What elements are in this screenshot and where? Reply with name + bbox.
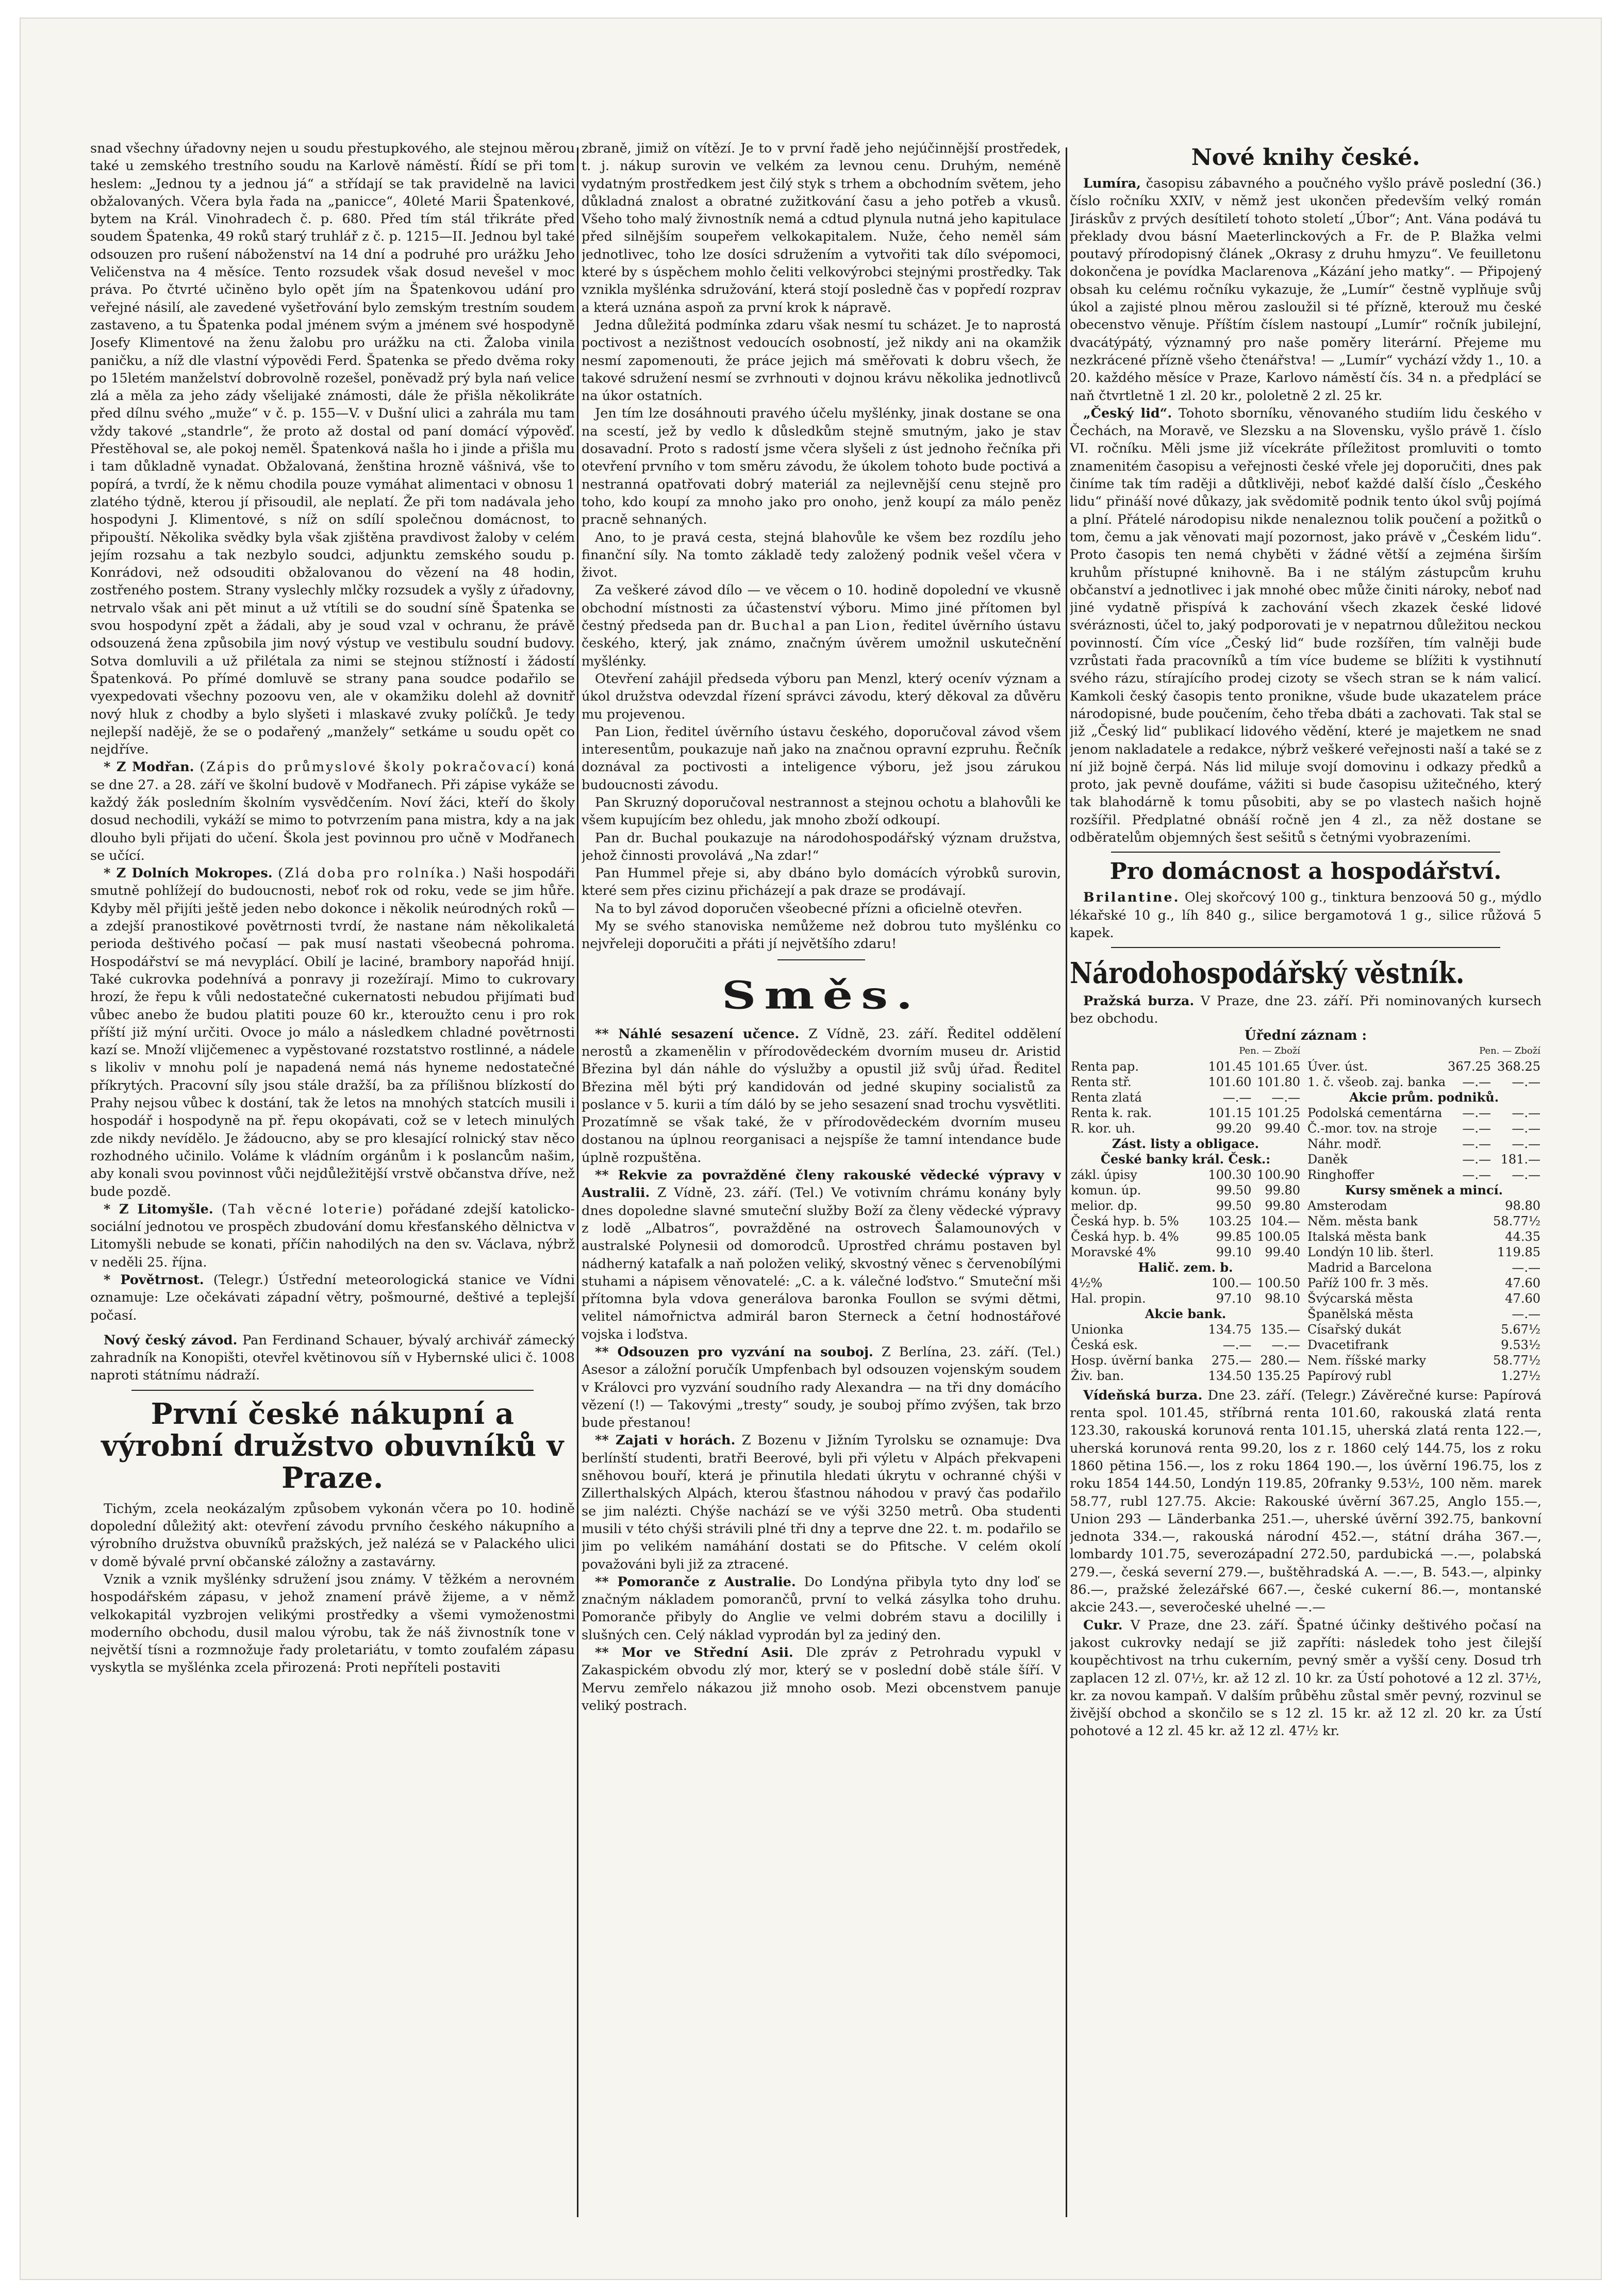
bid-price: —.— xyxy=(1222,1337,1252,1352)
article-text: Pan dr. Buchal poukazuje na národohospodářský význam družstva, jehož činnosti provolává „Na zdar!“ xyxy=(582,830,1061,863)
ask-price: 101.65 xyxy=(1257,1059,1301,1074)
news-item xyxy=(90,1201,575,1271)
exchange-row xyxy=(1070,1074,1301,1090)
exchange-row xyxy=(1070,1322,1301,1337)
exchange-row xyxy=(1306,1213,1542,1229)
market-report xyxy=(1070,1387,1542,1617)
article-text: Ano, to je pravá cesta, stejná blahovůle ke všem bez rozdílu jeho finanční síly. Na tomto základě tedy založený podnik vešel včera v život. xyxy=(582,529,1061,581)
exchange-row xyxy=(1070,1306,1301,1322)
exchange-table-right xyxy=(1306,1043,1542,1384)
bid-price: 97.10 xyxy=(1216,1291,1252,1306)
exchange-row xyxy=(1306,1183,1542,1198)
bid-price: 134.50 xyxy=(1208,1368,1252,1383)
ask-price: —.— xyxy=(1512,1105,1540,1120)
security-name: Londýn 10 lib. šterl. xyxy=(1307,1244,1434,1259)
article-text: Jen tím lze dosáhnouti pravého účelu myšlénky, jinak dostane se ona na scestí, jež by vedlo k důsledkům stejně smutným, jako je stav dosavadní. Proto s radostí jsme včera slyšeli z úst jednoho řečníka při otevření prvního v tom směru závodu, že úkolem tohoto bude poctivá a nestranná opatřovati dobrý materiál za nejlevnější cenu stejně pro toho, kdo koupí za mnoho jako pro onoho, jenž koupí za málo peněz pracně sehnaných. xyxy=(582,406,1061,528)
bid-price: —.— xyxy=(1462,1121,1492,1136)
news-text: Olej skořcový 100 g., tinktura benzoová 50 g., mýdlo lékařské 10 g., líh 840 g., silice bergamotová 1 g., silice růžová 5 kapek. xyxy=(1070,890,1542,941)
section-heading-economy: Národohospodářský věstník. xyxy=(1070,956,1465,991)
exchange-row xyxy=(1306,1090,1542,1105)
news-text: koná se dne 27. a 28. září ve školní budově v Modřanech. Při zápise vykáže se každý žák posledním školním vysvědčením. Noví žáci, kteří do školy dosud nechodili, vykáží se mimo to potvrzením pana mistra, kdy a na jak dlouho byli přijati do učení. Škola jest povinnou pro učně v Modřanech se učící. xyxy=(90,759,575,863)
ask-price: 99.40 xyxy=(1265,1121,1301,1136)
column-header: Pen. — Zboží xyxy=(1479,1045,1540,1056)
bid-price: —.— xyxy=(1462,1105,1492,1120)
bid-price: 99.20 xyxy=(1216,1121,1252,1136)
bid-price: 134.75 xyxy=(1208,1322,1252,1337)
news-text: Z Bozenu v Jižním Tyrolsku se oznamuje: Dva berlínští studenti, bratři Beerové, byli při výletu v Alpách překvapeni sněhovou bouří, která je přinutila hledati úkrytu v ochranné chýši v Zillerthalských Alpách, kterou šťastnou náhodou v pravý čas podařilo se jim nalézti. Chýše nachází se ve výši 3250 metrů. Oba studenti musili v této chýši strávili plné tři dny a teprve dne 22. t. m. podařilo se jim po velikém namáhání dostati se do Pfitsche. V celém okolí považováni byli již za ztracené. xyxy=(582,1433,1061,1572)
security-name: Císařský dukát xyxy=(1307,1322,1401,1337)
ask-price: 99.80 xyxy=(1265,1183,1301,1198)
section-divider xyxy=(1111,947,1500,948)
bid-price: —.— xyxy=(1462,1074,1492,1089)
bid-price: —.— xyxy=(1462,1152,1492,1167)
ask-price: —.— xyxy=(1512,1260,1540,1275)
article-text: zbraně, jimiž on vítězí. Je to v první řadě jeho nejúčinnější prostředek, t. j. nákup surovin ve velkém za levnou cenu. Druhým, neméně vydatným prostředkem jest čilý styk s trhem a obchodním světem, jeho důkladná znalost a obratné zužitkování času a jeho potřeb a vkusů. Všeho toho malý živnostník nemá a cdtud plynula nutná jeho kapitulace před silnějším soupeřem velkokapitalem. Nuže, čeho neměl sám jednotlivec, toho lze dosíci sdružením a vytvořiti tak dílo svépomoci, které by s úspěchem mohlo čeliti velkovýrobci stejnými prostředky. Tak vznikla myšlénka sdružování, která stojí posledně čas v popředí rozprav a která uznána aspoň za první krok k nápravě. xyxy=(582,141,1061,315)
news-subtitle: (Zlá doba pro rolníka.) xyxy=(278,866,468,882)
news-lead: ** Zajati v horách. xyxy=(595,1433,736,1449)
bid-price: 100.— xyxy=(1212,1275,1252,1290)
ask-price: 9.53½ xyxy=(1501,1337,1540,1352)
news-subtitle: (Tah věcné loterie) xyxy=(221,1201,384,1217)
news-lead: Nový český závod. xyxy=(104,1332,238,1348)
bid-price xyxy=(1447,1353,1492,1368)
security-name: Hosp. úvěrní banka xyxy=(1071,1353,1194,1368)
security-name: Renta stř. xyxy=(1071,1074,1132,1089)
security-name: Něm. města bank xyxy=(1307,1213,1418,1228)
news-text: Z Vídně, 23. září. Ředitel oddělení nerostů a zkamenělin v přírodovědeckém dvorním museu dr. Aristid Březina byl dán náhle do výslužby a opustil již svůj úřad. Ředitel Březina měl býti prý kandidován od jedné skupiny socialistů za poslance v 5. kurii a tím dáló by se jeho sesazení snad trochu vysvětliti. Prozatímně se však také, že v přírodovědeckém dvorním museu dostanou na úplnou reorganisaci a nejspíše že tamní intendance bude úplně rozpuštěna. xyxy=(582,1026,1061,1166)
news-lead: Cukr. xyxy=(1083,1617,1123,1633)
bid-price xyxy=(1447,1213,1492,1229)
ask-price: 181.— xyxy=(1500,1152,1540,1167)
exchange-row xyxy=(1070,1229,1301,1244)
person-name: Buchal xyxy=(751,618,806,634)
text-fragment: ředitel úvěrního ústavu českého, který, jak známo, značným úvěrem umožnil uskutečnění myšlénky. xyxy=(582,618,1061,669)
news-text: Z Vídně, 23. září. (Tel.) Ve votivním chrámu konány byly dnes dopoledne slavné smuteční služby Boží za členy vědecké výpravy z lodě „Albatros“, povražděné na ostrovech Šalamounových v australské Polynesii od domorodců. Uprostřed chrámu postaven byl nádherný katafalk a naň položen veliký, skvostný věnec s červenobílými stuhami a nápisem věnovatelé: „C. a k. válečné loďstvo.“ Smuteční mši přítomna byla vdova generálova baronka Foullon se svými dětmi, velitel námořnictva admirál baron Sterneck a četní hodnostářové vojska i loďstva. xyxy=(582,1185,1061,1342)
exchange-row xyxy=(1070,1244,1301,1260)
exchange-row xyxy=(1070,1260,1301,1275)
news-text: pořádané zdejší katolicko-sociální jednotou ve prospěch zbudování domu křesťanského dělnictva v Litomyšli nebude se konati, příčin nahodilých na den sv. Václava, nýbrž v neděli 25. října. xyxy=(90,1201,575,1270)
news-lead: * Z Modřan. xyxy=(104,759,194,775)
recipe xyxy=(1070,889,1542,942)
exchange-row xyxy=(1070,1121,1301,1136)
security-name: Renta k. rak. xyxy=(1071,1105,1152,1120)
news-text: Do Londýna přibyla tyto dny loď se značným nákladem pomorančů, první to velká zásylka toho druhu. Pomoranče přibyly do Anglie ve velmi dobrém stavu a docililly i slušných cen. Celý náklad vyprodán byl za jediný den. xyxy=(582,1574,1061,1643)
security-name: České banky král. Česk.: xyxy=(1100,1151,1271,1167)
news-item xyxy=(582,1573,1061,1644)
security-name: 4½% xyxy=(1071,1275,1103,1290)
news-lead: ** Odsouzen pro vyzvání na souboj. xyxy=(595,1344,873,1360)
news-text: Dne 23. září. (Telegr.) Závěrečné kurse: Papírová renta spol. 101.45, stříbrná renta 101.60, rakouská zlatá renta 123.30, rakouská korunová renta 101.15, uherská zlatá renta 122.—, uherská korunová renta 99.20, los z r. 1860 celý 144.75, los z roku 1860 pětina 156.—, los z roku 1864 190.—, los úvěrní 196.75, los z roku 1854 144.50, Londýn 119.85, 20franky 9.53½, 100 něm. marek 58.77, rubl 127.75. Akcie: Rakouské úvěrní 367.25, Anglo 155.—, Union 293 — Länderbanka 251.—, uherské úvěrní 392.75, bankovní jednota 334.—, rakouská národní 452.—, státní dráha 367.—, lombardy 101.75, severozápadní 272.50, pardubická —.—, polabská 279.—, česká severní 279.—, buštěhradská A. —.—, B. 543.—, alpinky 86.—, pražské železářské 667.—, české cukerní 86.—, montanské akcie 243.—, severočeské uhelné —.— xyxy=(1070,1387,1542,1616)
exchange-row xyxy=(1306,1167,1542,1183)
news-item xyxy=(582,1167,1061,1343)
bid-price xyxy=(1447,1291,1492,1306)
security-name: Moravské 4% xyxy=(1071,1244,1156,1259)
bid-price xyxy=(1447,1322,1492,1337)
security-name: 1. č. všeob. zaj. banka xyxy=(1307,1074,1446,1089)
bid-price: 99.50 xyxy=(1216,1183,1252,1198)
news-item xyxy=(582,1025,1061,1167)
ask-price: —.— xyxy=(1512,1167,1540,1182)
news-lead: ** Náhlé sesazení učence. xyxy=(595,1026,800,1042)
bid-price xyxy=(1447,1260,1492,1275)
exchange-row xyxy=(1306,1306,1542,1322)
security-name: Kursy směnek a mincí. xyxy=(1345,1182,1503,1198)
exchange-row xyxy=(1070,1105,1301,1121)
news-item xyxy=(90,1271,575,1324)
security-name: Česká hyp. b. 4% xyxy=(1071,1229,1179,1244)
news-text: Naši hospodáři smutně pohlížejí do budoucnosti, neboť rok od roku, vede se jim hůře. Kdyby měl přijíti ještě jeden nebo dokonce i několik neúrodných roků — a zdejší pranostikové povětrnosti tvrdí, že nastane nám několikaletá perioda deštivého počasí — pak musí nastati všeobecná pohroma. Hospodářství se má nevyplácí. Obilí je laciné, brambory napořád hnijí. Také cukrovka podehnívá a ponravy ji rozežírají. Mimo to cukrovary hrozí, že řepu k vůli nedostatečné cukernatosti nebudou přijímati buď vůbec anebo že budou platiti pouze 60 kr., kteroužto cenu i pro rok příští již mýní určiti. Ovoce jo málo a následkem chladné povětrnosti kazí se. Množí vlijčemenec a vypěstované rozstatstvo rostlinné, a nádele s likoliv v mnohu polí je napadená nemá nás hyneme nedostatečné příkrytých. Pracovní síly jsou stále dražší, ba za přílišnou blízkostí do Prahy nejsou vůbec k dostání, tak že letos na mnohých statcích musili i hospodář i hospodyně na př. řepu okopávati, což se v letech minulých zde nikdy nevídělo. Je žádoucno, aby se pro klesající rolnický stav něco rozhodného učinilo. Voláme k vládním orgánům i k poslancům našim, aby konali svou povinnost vůči nejdůležitější vrstvě občanstva dříve, než bude pozdě. xyxy=(90,866,575,1200)
market-intro xyxy=(1070,992,1542,1028)
bid-price: 99.85 xyxy=(1216,1229,1252,1244)
bid-price: 101.15 xyxy=(1208,1105,1252,1120)
article-text: Vznik a vznik myšlénky sdružení jsou známy. V těžkém a nerovném hospodářském zápasu, v jehož znamení právě žijeme, a v němž velkokapitál vyzbrojen velikými prostředky a všemi vymoženostmi moderního obchodu, dusil malou výrobu, tak že náš živnostník tone v největší tísni a rozmnožuje řady proletariátu, v tomto zoufalém zápasu vyskytla se myšlénka zcela přirozená: Proti nepříteli postaviti xyxy=(90,1571,575,1676)
news-lead: * Z Dolních Mokropes. xyxy=(104,866,273,882)
security-name: Ringhoffer xyxy=(1307,1167,1374,1182)
bid-price: 103.25 xyxy=(1208,1213,1252,1228)
bid-price xyxy=(1447,1368,1492,1384)
exchange-row xyxy=(1306,1229,1542,1244)
news-item xyxy=(582,1644,1061,1715)
article-text: Pan Skruzný doporučoval nestrannost a stejnou ochotu a blahovůli ke všem kupujícím bez ohledu, jak mnoho zboží odkoupí. xyxy=(582,794,1061,828)
security-name: Halič. zem. b. xyxy=(1138,1259,1233,1275)
bid-price: 101.45 xyxy=(1208,1059,1252,1074)
exchange-row xyxy=(1306,1121,1542,1136)
section-heading-books: Nové knihy české. xyxy=(1191,144,1420,171)
bid-price xyxy=(1447,1198,1492,1213)
exchange-row xyxy=(1306,1074,1542,1090)
ask-price: 99.40 xyxy=(1265,1244,1301,1259)
market-report xyxy=(1070,1617,1542,1740)
column-divider xyxy=(1066,147,1067,2217)
column-header: Pen. — Zboží xyxy=(1239,1045,1301,1056)
exchange-row xyxy=(1306,1105,1542,1121)
security-name: Papírový rubl xyxy=(1307,1368,1392,1383)
exchange-row xyxy=(1306,1059,1542,1074)
security-name: Daněk xyxy=(1307,1152,1348,1167)
security-name: Č.-mor. tov. na stroje xyxy=(1307,1121,1437,1136)
ask-price: 5.67½ xyxy=(1501,1322,1540,1337)
bid-price xyxy=(1447,1337,1492,1353)
ask-price: 101.80 xyxy=(1257,1074,1301,1089)
exchange-row xyxy=(1306,1353,1542,1368)
book-review xyxy=(1070,405,1542,846)
news-item xyxy=(90,758,575,864)
exchange-row xyxy=(1306,1291,1542,1306)
security-name: R. kor. uh. xyxy=(1071,1121,1135,1136)
section-divider xyxy=(1111,852,1500,853)
security-name: Živ. ban. xyxy=(1071,1368,1124,1383)
bid-price: —.— xyxy=(1222,1090,1252,1105)
security-name: Akcie prům. podniků. xyxy=(1349,1089,1499,1105)
news-lead: ** Rekvie za povražděné členy rakouské vědecké výpravy v Australii. xyxy=(582,1168,1061,1201)
exchange-row xyxy=(1070,1183,1301,1198)
bid-price: 367.25 xyxy=(1448,1059,1492,1074)
security-name: zákl. úpisy xyxy=(1071,1167,1137,1182)
security-name: Dvacetifrank xyxy=(1307,1337,1388,1352)
security-name: Nem. říšské marky xyxy=(1307,1353,1427,1368)
security-name: Renta zlatá xyxy=(1071,1090,1142,1105)
ask-price: 58.77½ xyxy=(1493,1353,1540,1368)
exchange-row xyxy=(1070,1059,1301,1074)
article-text xyxy=(582,581,1061,670)
security-name: Náhr. modř. xyxy=(1307,1136,1382,1151)
text-fragment: a pan xyxy=(811,618,850,634)
book-review xyxy=(1070,175,1542,405)
article-text: Na to byl závod doporučen všeobecné přízni a oficielně otevřen. xyxy=(595,901,1022,917)
column-right xyxy=(1070,140,1542,2222)
article-text: Tichým, zcela neokázalým způsobem vykonán včera po 10. hodině dopolední důležitý akt: otevření závodu prvního českého nákupního a výrobního družstva obuvníků pražských, jež nalézá se v Palackého ulici v domě bývalé první občanské záložny a zastavárny. xyxy=(90,1501,575,1570)
news-text: (Telegr.) Ústřední meteorologická stanice ve Vídni oznamuje: Lze očekávati západní větry, pošmourné, deštivé a teplejší počasí. xyxy=(90,1272,575,1323)
news-lead: „Český lid“. xyxy=(1083,405,1172,421)
bid-price: 101.60 xyxy=(1208,1074,1252,1089)
section-divider xyxy=(131,1390,534,1391)
security-name: Italská města bank xyxy=(1307,1229,1427,1244)
bid-price xyxy=(1447,1275,1492,1291)
exchange-row xyxy=(1070,1275,1301,1291)
article-text: Jedna důležitá podmínka zdaru však nesmí tu scházet. Je to naprostá poctivost a nezištnost vedoucích osobností, jež nikdy ani na okamžik nesmí zapomenouti, že práce jejich má směřovati k dobru všech, že takové sdružení nesmí se zvrhnouti v dojnou krávu několika jednotlivců na úkor ostatních. xyxy=(582,317,1061,404)
section-heading-household: Pro domácnost a hospodářství. xyxy=(1109,858,1502,885)
exchange-row xyxy=(1306,1198,1542,1213)
exchange-row xyxy=(1306,1260,1542,1275)
column-middle xyxy=(582,140,1061,2222)
exchange-row xyxy=(1306,1322,1542,1337)
ask-price: 101.25 xyxy=(1257,1105,1301,1120)
security-name: Podolská cementárna xyxy=(1307,1105,1443,1120)
news-text: Pan Ferdinand Schauer, bývalý archivář zámecký zahradník na Konopišti, otevřel květinovou síň v Hybernské ulici č. 1008 naproti státnímu nádraží. xyxy=(90,1332,575,1384)
news-text: V Praze, dne 23. září. Špatné účinky deštivého počasí na jakost cukrovky nedají se již zapříti: následek toho jest čilejší koupěchtivost na trhu cukerním, pevný směr a vyšší ceny. Dosud trh zaplacen 12 zl. 07½, kr. až 12 zl. 10 kr. za Ústí pohotové a 12 zl. 37½, kr. za novou kampaň. V dalším průběhu zůstal směr pevný, rozvinul se živější obchod a skončilo se s 12 zl. 15 kr. až 12 zl. 20 kr. za Ústí pohotové a 12 zl. 45 kr. až 12 zl. 47½ kr. xyxy=(1070,1617,1542,1739)
security-name: Amsterodam xyxy=(1307,1198,1387,1213)
ask-price: 100.50 xyxy=(1257,1275,1301,1290)
ask-price: 98.10 xyxy=(1265,1291,1301,1306)
text-fragment: Za veškeré závod dílo — ve věcem o 10. hodině dopolední ve vkusně obchodní místnosti za účastenství výboru. Mimo jiné přítomen byl čestný předseda pan dr. xyxy=(582,583,1061,634)
exchange-row xyxy=(1070,1368,1301,1384)
exchange-row xyxy=(1070,1337,1301,1353)
column-divider xyxy=(577,147,578,2217)
ask-price: 368.25 xyxy=(1497,1059,1540,1074)
security-name: Úver. úst. xyxy=(1307,1059,1368,1074)
section-heading-smes: Směs. xyxy=(721,973,921,1018)
exchange-row xyxy=(1070,1136,1301,1152)
exchange-row xyxy=(1070,1353,1301,1368)
ask-price: 100.05 xyxy=(1257,1229,1301,1244)
ask-price: —.— xyxy=(1271,1337,1301,1352)
security-name: Zást. listy a obligace. xyxy=(1112,1136,1260,1151)
ask-price: 119.85 xyxy=(1497,1244,1540,1259)
bid-price: 99.10 xyxy=(1216,1244,1252,1259)
security-name: Akcie bank. xyxy=(1145,1306,1227,1321)
person-name: Lion, xyxy=(855,618,897,634)
news-text: Tohoto sborníku, věnovaného studiím lidu českého v Čechách, na Moravě, ve Slezsku a na Slovensku, vyšlo právě 1. číslo VI. ročníku. Měli jsme již vícekráte příležitost promluviti o tomto znamenitém časopisu a veřejnosti české vřele jej doporučiti, dnes pak činíme tak tím raději a důtklivěji, neboť každé další číslo „Českého lidu“ přináší nové důkazy, jak svědomitě podnik tento úkol svůj pojímá a plní. Přátelé národopisu nikde nenaleznou tolik poučení a požitků o tom, čemu a jak věnovati mají pozornost, jako právě v „Českém lidu“. Proto časopis ten nemá chyběti v žádné větší a zejména širším kruhům přístupné knihovně. Ba i ne stálým zástupcům kruhu občanství a jednotlivec i jak mnohé obec může činiti nároky, neboť nad jiné vydatně přispívá k zachování všech zkazek české lidové svéráznosti, účel to, jaký podporovati je v nepatrnou důležitou neckou povinností. Čím více „Český lid“ bude rozšířen, tím valněji bude vzrůstati řada pracovníků a tím více budeme se blížiti k vystihnutí svého rázu, stírajícího prodej cizoty se všech stran se k nám valicí. Kamkoli český časopis tento pronikne, všude bude ukazatelem práce národopisné, bude poučením, čeho třeba dbáti a zachovati. Tak stal se již „Český lid“ publikací lidového vědění, které je majetkem ne snad jenom nakladatele a redakce, nýbrž veškeré veřejnosti naší a také se z ní již bojně čerpá. Nás lid miluje svojí domovinu i odkazy předků a proto, jak pevně doufáme, vážiti si bude časopisu užitečného, který tak blahodárně k tomu působiti, aby se po vlastech našich hojně rozšířil. Předplatné obnáší ročně jen 4 zl., za něž dostane se odběratelům objemných šest sešitů s četnými vyobrazeními. xyxy=(1070,405,1542,845)
bid-price: —.— xyxy=(1462,1136,1492,1151)
article-text: snad všechny úřadovny nejen u soudu přestupkového, ale stejnou měrou také u zemského trestního soudu na Karlově náměstí. Řídí se při tom heslem: „Jednou ty a jednou já“ a střídají se tak pravidelně na lavici obžalovaných. Včera byla řada na „panicce“, 40leté Marii Špatenkové, bytem na Král. Vinohradech č. p. 680. Před tím stál třikráte před soudem Špatenka, 49 roků starý truhlář z č. p. 1215—II. Jednou byl také odsouzen pro rušení náboženství na 14 dní a podruhé pro urážku Jeho Veličenstva na 4 měsíce. Tento rozsudek však dosud nevešel v moc práva. Po čtvrté učiněno bylo opět jím na Špatenkovou udání pro veřejné násilí, ale zavedené vyšetřování bylo zemským trestním soudem zastaveno, a tu Špatenka podal jménem svým a jménem své hospodyně Josefy Klimentové na ženu žalobu pro urážku na cti. Žaloba vinila paničku, a níž dle vlastní výpovědi Ferd. Špatenka se předo dvěma roky po 15letém manželství dobrovolně rozešel, poněvadž prý byla nań velice zlá a měla za jeho zády všelijaké známosti, dále že přišla několikráte před dílnu svého „muže“ v č. p. 155—V. v Dušní ulici a zahrála mu tam vždy takové „standrle“, že proto až dostal od paní domácí výpověď. Přestěhoval se, ale pokoj neměl. Špatenková našla ho i jinde a přišla mu i tam důkladně vynadat. Obžalovaná, ženština hrozně vášnivá, vše to popírá, a tvrdí, že k němu chodila pouze vymáhat alimentaci v obnosu 1 zlatého týdně, kterou jí přisoudil, ale neplatí. Že při tom nadávala jeho hospodyni J. Klimentové, s níž on sdílí společnou domácnost, to připouští. Několika svědky byla však zjištěna pravdivost žaloby v celém jejím rozsahu a tak nezbylo soudci, adjunktu zemského soudu p. Konrádovi, než odsouditi obžalovanou do vězení na 48 hodin, zostřeného postem. Strany vyslechly mlčky rozsudek a vyšly z úřadovny, netrvalo však ani pět minut a už vtítili se do soudní síně Špatenka se svou hospodyní zpět a žádali, aby je soud vzal v ochranu, že právě odsouzená žena způsobila jim nový výstup ve vestibulu soudní budovy. Sotva domluvili a už přilétala za nimi se stejnou stížností i žádostí Špatenková. Po přímé domluvě se strany pana soudce podařilo se vyexpedovati všechny pozoovu ven, ale v okamžiku dolehl až dovnitř nový hluk z chodby a bylo slyšeti i mlaskavé zvuky políčků. Je tedy nejlepší nadějě, že se o podařený „manžely“ setkáme u soudu opět co nejdříve. xyxy=(90,141,575,758)
ask-price: 47.60 xyxy=(1505,1291,1540,1306)
ask-price: 104.— xyxy=(1260,1213,1301,1228)
article-text: Pan Lion, ředitel úvěrního ústavu českého, doporučoval závod všem interesentům, poukazuje naň jako na značnou opravní ezpruhu. Řečník doznával za poctivosti a inteligence výboru, jež jsou zárukou budoucnosti závodu. xyxy=(582,724,1061,793)
security-name: Madrid a Barcelona xyxy=(1307,1260,1432,1275)
news-lead: Vídeňská burza. xyxy=(1083,1387,1203,1403)
ask-price: —.— xyxy=(1512,1074,1540,1089)
news-item xyxy=(582,1343,1061,1432)
exchange-table-left xyxy=(1070,1043,1301,1384)
bid-price xyxy=(1447,1229,1492,1244)
ask-price: 58.77½ xyxy=(1493,1213,1540,1228)
news-lead: ** Mor ve Střední Asii. xyxy=(595,1645,793,1661)
exchange-row xyxy=(1306,1244,1542,1260)
ask-price: 44.35 xyxy=(1505,1229,1540,1244)
news-text: V Praze, dne 23. září. Při nominovaných kursech bez obchodu. xyxy=(1070,993,1542,1027)
article-heading: První české nákupní a výrobní družstvo obuvníků v Praze. xyxy=(101,1396,564,1495)
security-name: Hal. propin. xyxy=(1071,1291,1146,1306)
news-item xyxy=(90,1332,575,1385)
bid-price: —.— xyxy=(1462,1167,1492,1182)
exchange-row xyxy=(1306,1275,1542,1291)
security-name: komun. úp. xyxy=(1071,1183,1141,1198)
newspaper-page xyxy=(21,19,1601,2279)
security-name: Švýcarská města xyxy=(1307,1291,1413,1306)
ask-price: 98.80 xyxy=(1505,1198,1540,1213)
exchange-row xyxy=(1306,1368,1542,1384)
section-divider xyxy=(777,959,865,960)
ask-price: 99.80 xyxy=(1265,1198,1301,1213)
ask-price: —.— xyxy=(1271,1090,1301,1105)
exchange-row xyxy=(1306,1152,1542,1167)
ask-price: 135.25 xyxy=(1257,1368,1301,1383)
exchange-tables xyxy=(1070,1043,1542,1384)
article-text: Otevření zahájil předseda výboru pan Menzl, který ocenív význam a úkol družstva odevzdal řízení správci závodu, který děkoval za důvěru mu projevenou. xyxy=(582,671,1061,722)
news-lead: * Povětrnost. xyxy=(104,1272,204,1288)
news-lead: Brilantine. xyxy=(1083,890,1180,906)
ask-price: —.— xyxy=(1512,1121,1540,1136)
security-name: Česká hyp. b. 5% xyxy=(1071,1213,1179,1228)
exchange-row xyxy=(1070,1213,1301,1229)
security-name: melior. dp. xyxy=(1071,1198,1138,1213)
exchange-row xyxy=(1070,1167,1301,1183)
security-name: Renta pap. xyxy=(1071,1059,1139,1074)
news-lead: Lumíra, xyxy=(1083,176,1141,191)
exchange-row xyxy=(1070,1198,1301,1213)
exchange-row xyxy=(1070,1090,1301,1105)
security-name: Paříž 100 fr. 3 měs. xyxy=(1307,1275,1429,1290)
news-lead: * Z Litomyšle. xyxy=(104,1201,213,1217)
bid-price xyxy=(1447,1244,1492,1260)
news-lead: ** Pomoranče z Australie. xyxy=(595,1574,796,1590)
news-item xyxy=(90,864,575,1201)
article-text: My se svého stanoviska nemůžeme než dobrou tuto myšlénku co nejvřeleji doporučiti a přáti jí největšího zdaru! xyxy=(582,919,1061,952)
news-lead: Pražská burza. xyxy=(1083,993,1195,1009)
ask-price: 100.90 xyxy=(1257,1167,1301,1182)
article-text: Pan Hummel přeje si, aby dbáno bylo domácích výrobků surovin, které sem přes cizinu přicházejí a pak draze se prodávají. xyxy=(582,866,1061,899)
exchange-row xyxy=(1070,1291,1301,1306)
news-subtitle: (Zápis do průmyslové školy pokračovací) xyxy=(200,759,537,775)
security-name: Česká esk. xyxy=(1071,1337,1138,1352)
bid-price xyxy=(1447,1306,1492,1322)
ask-price: 280.— xyxy=(1260,1353,1301,1368)
news-text: Dle zpráv z Petrohradu vypukl v Zakaspickém obvodu zlý mor, který se v poslední době stále šíří. V Mervu zemřelo nákazou již mnoho osob. Mezi obcenstvem panuje veliký postrach. xyxy=(582,1645,1061,1714)
bid-price: 275.— xyxy=(1212,1353,1252,1368)
ask-price: —.— xyxy=(1512,1136,1540,1151)
column-left xyxy=(90,140,575,2222)
ask-price: 47.60 xyxy=(1505,1275,1540,1290)
exchange-row xyxy=(1306,1136,1542,1152)
ask-price: —.— xyxy=(1512,1306,1540,1321)
table-caption: Úřední záznam : xyxy=(1244,1027,1367,1043)
news-text: Z Berlína, 23. září. (Tel.) Asesor a záložní poručík Umpfenbach byl odsouzen vojenským soudem v Královci pro vyzvání soudního rady Alexandra — na tři dny domácího vězení (!) — Takovými „tresty“ soudy, je souboj přímo zvýšen, tak brzo bude přestanou! xyxy=(582,1344,1061,1431)
security-name: Unionka xyxy=(1071,1322,1124,1337)
bid-price: 100.30 xyxy=(1208,1167,1252,1182)
exchange-row xyxy=(1070,1152,1301,1167)
news-item xyxy=(582,1432,1061,1573)
ask-price: 135.— xyxy=(1260,1322,1301,1337)
exchange-row xyxy=(1306,1337,1542,1353)
bid-price: 99.50 xyxy=(1216,1198,1252,1213)
news-text: časopisu zábavného a poučného vyšlo právě poslední (36.) číslo ročníku XXIV, v němž jest ukončen především velký román Jiráskův z prvých desítiletí tohoto století „Úbor“; Ant. Vána podává tu překlady dvou básní Maeterlinckových a Fr. de P. Blažka velmi poutavý přírodopisný článek „Okrasy z druhu hmyzu“. Ve feuilletonu dokončena je povídka Maclarenova „Kázání jeho matky“. — Připojený obsah ku celému ročníku vykazuje, že „Lumír“ čestně vyplňuje svůj úkol a zajisté plnou měrou zasloužil si té přízně, kterouž mu české obecenstvo věnuje. Příštím číslem nastoupí „Lumír“ ročník jubilejní, dvacátýpátý, významný pro naše poměry literární. Přejeme mu nezkrácené přízně všeho čtenářstva! — „Lumír“ vychází vždy 1., 10. a 20. každého měsíce v Praze, Karlovo náměstí čís. 34 n. a předplácí se naň čtvrtletně 1 zl. 20 kr., pololetně 2 zl. 25 kr. xyxy=(1070,176,1542,404)
ask-price: 1.27½ xyxy=(1501,1368,1540,1383)
security-name: Španělská města xyxy=(1307,1306,1414,1321)
